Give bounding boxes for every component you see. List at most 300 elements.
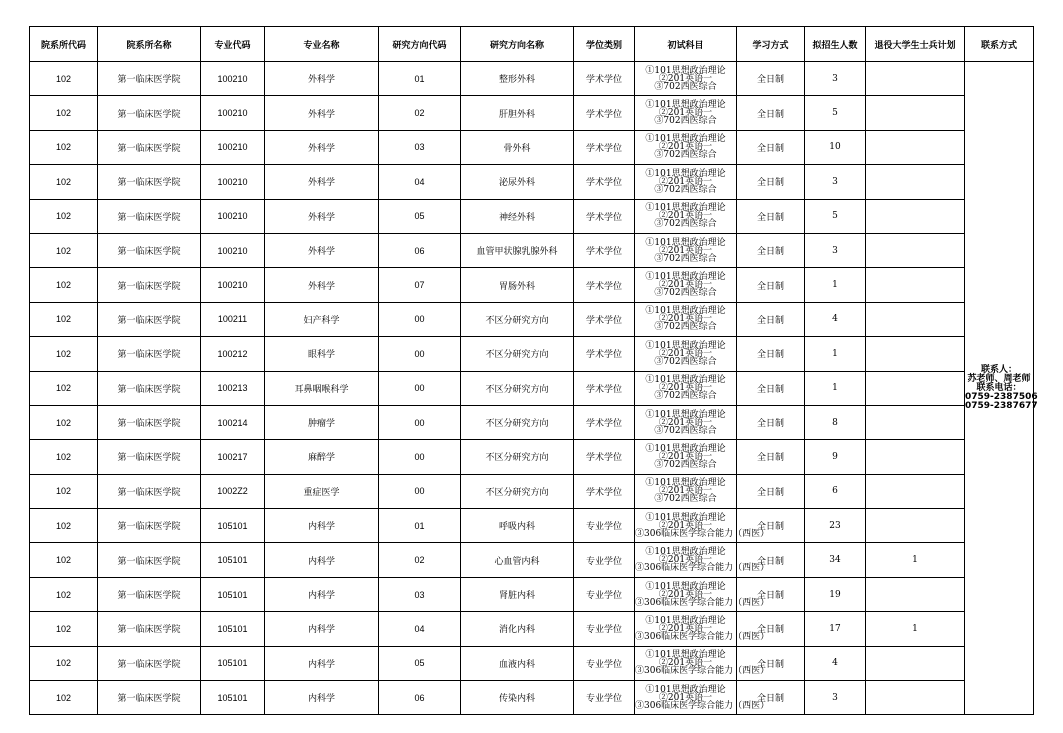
veteran-plan-cell	[866, 165, 965, 199]
dept-name-cell: 第一临床医学院	[98, 440, 201, 474]
exam-subject-line: ②201英语一	[658, 451, 713, 462]
dept-code-cell: 102	[30, 612, 98, 646]
table-row	[30, 165, 1034, 199]
study-mode-cell: 全日制	[737, 543, 805, 577]
quota-cell: 6	[805, 474, 866, 508]
exam-subject-line: ①101思想政治理论	[645, 65, 726, 76]
degree-type-cell: 学术学位	[574, 96, 635, 130]
exam-subjects-cell	[635, 371, 737, 405]
exam-subject-line: ③702西医综合	[654, 184, 717, 195]
exam-subject-line: ②201英语一	[658, 314, 713, 325]
study-mode-cell: 全日制	[737, 199, 805, 233]
dept-name-cell: 第一临床医学院	[98, 302, 201, 336]
veteran-plan-cell	[866, 199, 965, 233]
exam-subject-line: ①101思想政治理论	[645, 237, 726, 248]
quota-cell: 17	[805, 612, 866, 646]
major-code-cell: 100210	[201, 199, 265, 233]
dept-code-cell: 102	[30, 577, 98, 611]
dept-name-cell: 第一临床医学院	[98, 165, 201, 199]
table-row	[30, 681, 1034, 715]
major-code-cell: 100210	[201, 130, 265, 164]
major-name-cell: 外科学	[265, 233, 379, 267]
table-row	[30, 474, 1034, 508]
veteran-plan-cell	[866, 96, 965, 130]
veteran-plan-cell	[866, 646, 965, 680]
degree-type-cell: 专业学位	[574, 543, 635, 577]
exam-subject-line: ①101思想政治理论	[645, 650, 726, 661]
direction-code-cell: 03	[379, 130, 461, 164]
exam-subject-line: ②201英语一	[658, 417, 713, 428]
exam-subject-line: ③702西医综合	[654, 253, 717, 264]
major-name-cell: 麻醉学	[265, 440, 379, 474]
direction-code-cell: 00	[379, 474, 461, 508]
direction-name-cell: 不区分研究方向	[461, 474, 574, 508]
major-code-cell: 100211	[201, 302, 265, 336]
direction-name-cell: 呼吸内科	[461, 509, 574, 543]
degree-type-cell: 专业学位	[574, 509, 635, 543]
degree-type-cell: 学术学位	[574, 371, 635, 405]
dept-code-cell: 102	[30, 509, 98, 543]
direction-name-cell: 整形外科	[461, 62, 574, 96]
quota-cell: 9	[805, 440, 866, 474]
exam-subject-line: ③702西医综合	[654, 494, 717, 505]
major-name-cell: 耳鼻咽喉科学	[265, 371, 379, 405]
exam-subject-line: ①101思想政治理论	[645, 306, 726, 317]
major-name-cell: 外科学	[265, 130, 379, 164]
quota-cell: 10	[805, 130, 866, 164]
major-code-cell: 100210	[201, 165, 265, 199]
direction-name-cell: 肾脏内科	[461, 577, 574, 611]
study-mode-cell: 全日制	[737, 405, 805, 439]
dept-code-cell: 102	[30, 268, 98, 302]
column-header: 专业代码	[201, 27, 265, 62]
exam-subject-line: ②201英语一	[658, 658, 713, 669]
study-mode-cell: 全日制	[737, 440, 805, 474]
dept-name-cell: 第一临床医学院	[98, 543, 201, 577]
exam-subject-line: ②201英语一	[658, 692, 713, 703]
direction-code-cell: 04	[379, 612, 461, 646]
dept-name-cell: 第一临床医学院	[98, 199, 201, 233]
degree-type-cell: 专业学位	[574, 577, 635, 611]
exam-subject-line: ②201英语一	[658, 108, 713, 119]
major-code-cell: 100213	[201, 371, 265, 405]
dept-code-cell: 102	[30, 62, 98, 96]
quota-cell: 3	[805, 681, 866, 715]
exam-subject-line: ①101思想政治理论	[645, 272, 726, 283]
exam-subject-line: ①101思想政治理论	[645, 615, 726, 626]
exam-subjects-cell	[635, 302, 737, 336]
major-name-cell: 内科学	[265, 612, 379, 646]
study-mode-cell: 全日制	[737, 165, 805, 199]
veteran-plan-cell	[866, 130, 965, 164]
major-name-cell: 外科学	[265, 268, 379, 302]
study-mode-cell: 全日制	[737, 96, 805, 130]
exam-subjects-cell	[635, 165, 737, 199]
column-header: 研究方向名称	[461, 27, 574, 62]
dept-name-cell: 第一临床医学院	[98, 646, 201, 680]
direction-name-cell: 不区分研究方向	[461, 405, 574, 439]
column-header: 拟招生人数	[805, 27, 866, 62]
direction-code-cell: 02	[379, 96, 461, 130]
direction-code-cell: 02	[379, 543, 461, 577]
table-row	[30, 199, 1034, 233]
veteran-plan-cell	[866, 233, 965, 267]
table-row	[30, 405, 1034, 439]
direction-code-cell: 03	[379, 577, 461, 611]
major-code-cell: 1002Z2	[201, 474, 265, 508]
quota-cell: 34	[805, 543, 866, 577]
direction-code-cell: 00	[379, 371, 461, 405]
exam-subject-line: ③702西医综合	[654, 425, 717, 436]
contact-line: 联系电话：	[976, 382, 1022, 393]
exam-subject-line: ③702西医综合	[654, 150, 717, 161]
direction-name-cell: 消化内科	[461, 612, 574, 646]
exam-subjects-cell	[635, 130, 737, 164]
dept-code-cell: 102	[30, 130, 98, 164]
dept-name-cell: 第一临床医学院	[98, 612, 201, 646]
degree-type-cell: 学术学位	[574, 130, 635, 164]
exam-subject-line: ①101思想政治理论	[645, 478, 726, 489]
contact-cell	[965, 62, 1038, 715]
major-name-cell: 内科学	[265, 646, 379, 680]
dept-code-cell: 102	[30, 233, 98, 267]
dept-code-cell: 102	[30, 302, 98, 336]
major-code-cell: 100210	[201, 233, 265, 267]
direction-code-cell: 05	[379, 199, 461, 233]
exam-subject-line: ①101思想政治理论	[645, 100, 726, 111]
major-code-cell: 105101	[201, 543, 265, 577]
exam-subject-line: ②201英语一	[658, 280, 713, 291]
table-body	[30, 62, 1038, 715]
quota-cell: 1	[805, 268, 866, 302]
veteran-plan-cell	[866, 62, 965, 96]
direction-code-cell: 06	[379, 233, 461, 267]
exam-subject-line: ③702西医综合	[654, 322, 717, 333]
degree-type-cell: 学术学位	[574, 268, 635, 302]
exam-subject-line: ①101思想政治理论	[645, 134, 726, 145]
column-header: 学位类别	[574, 27, 635, 62]
degree-type-cell: 学术学位	[574, 199, 635, 233]
major-code-cell: 100214	[201, 405, 265, 439]
direction-name-cell: 不区分研究方向	[461, 371, 574, 405]
study-mode-cell: 全日制	[737, 577, 805, 611]
major-code-cell: 105101	[201, 577, 265, 611]
exam-subject-line: ①101思想政治理论	[645, 581, 726, 592]
exam-subject-line: ③306临床医学综合能力（西医）	[635, 700, 770, 711]
exam-subject-line: ①101思想政治理论	[645, 443, 726, 454]
major-name-cell: 妇产科学	[265, 302, 379, 336]
dept-code-cell: 102	[30, 474, 98, 508]
major-name-cell: 肿瘤学	[265, 405, 379, 439]
direction-code-cell: 00	[379, 405, 461, 439]
exam-subject-line: ③306临床医学综合能力（西医）	[635, 528, 770, 539]
table-row	[30, 612, 1034, 646]
table-row	[30, 543, 1034, 577]
degree-type-cell: 专业学位	[574, 681, 635, 715]
exam-subject-line: ③306临床医学综合能力（西医）	[635, 563, 770, 574]
exam-subject-line: ②201英语一	[658, 383, 713, 394]
dept-code-cell: 102	[30, 371, 98, 405]
direction-name-cell: 肝胆外科	[461, 96, 574, 130]
study-mode-cell: 全日制	[737, 371, 805, 405]
dept-name-cell: 第一临床医学院	[98, 577, 201, 611]
exam-subject-line: ③306临床医学综合能力（西医）	[635, 631, 770, 642]
table-row	[30, 130, 1034, 164]
contact-line: 苏老师、周老师	[967, 373, 1031, 384]
dept-code-cell: 102	[30, 96, 98, 130]
degree-type-cell: 学术学位	[574, 233, 635, 267]
direction-name-cell: 骨外科	[461, 130, 574, 164]
study-mode-cell: 全日制	[737, 681, 805, 715]
table-row	[30, 646, 1034, 680]
veteran-plan-cell	[866, 440, 965, 474]
study-mode-cell: 全日制	[737, 233, 805, 267]
table-row	[30, 96, 1034, 130]
contact-line: 0759-2387677	[965, 400, 1038, 411]
column-header: 学习方式	[737, 27, 805, 62]
direction-code-cell: 06	[379, 681, 461, 715]
direction-code-cell: 05	[379, 646, 461, 680]
exam-subject-line: ②201英语一	[658, 623, 713, 634]
direction-name-cell: 不区分研究方向	[461, 337, 574, 371]
quota-cell: 8	[805, 405, 866, 439]
veteran-plan-cell	[866, 337, 965, 371]
dept-name-cell: 第一临床医学院	[98, 62, 201, 96]
dept-name-cell: 第一临床医学院	[98, 337, 201, 371]
dept-name-cell: 第一临床医学院	[98, 96, 201, 130]
study-mode-cell: 全日制	[737, 612, 805, 646]
dept-name-cell: 第一临床医学院	[98, 371, 201, 405]
major-code-cell: 105101	[201, 681, 265, 715]
exam-subjects-cell	[635, 337, 737, 371]
exam-subject-line: ②201英语一	[658, 589, 713, 600]
exam-subject-line: ③702西医综合	[654, 116, 717, 127]
major-name-cell: 眼科学	[265, 337, 379, 371]
study-mode-cell: 全日制	[737, 337, 805, 371]
column-header: 研究方向代码	[379, 27, 461, 62]
exam-subject-line: ①101思想政治理论	[645, 547, 726, 558]
column-header: 专业名称	[265, 27, 379, 62]
major-code-cell: 100212	[201, 337, 265, 371]
study-mode-cell: 全日制	[737, 62, 805, 96]
direction-code-cell: 01	[379, 509, 461, 543]
column-header: 联系方式	[965, 27, 1034, 62]
table-row	[30, 302, 1034, 336]
exam-subject-line: ①101思想政治理论	[645, 168, 726, 179]
column-header: 初试科目	[635, 27, 737, 62]
major-name-cell: 重症医学	[265, 474, 379, 508]
exam-subject-line: ①101思想政治理论	[645, 409, 726, 420]
veteran-plan-cell	[866, 577, 965, 611]
quota-cell: 3	[805, 233, 866, 267]
column-header: 退役大学生士兵计划	[866, 27, 965, 62]
veteran-plan-cell	[866, 302, 965, 336]
dept-code-cell: 102	[30, 165, 98, 199]
direction-code-cell: 00	[379, 337, 461, 371]
direction-code-cell: 01	[379, 62, 461, 96]
exam-subject-line: ②201英语一	[658, 211, 713, 222]
dept-name-cell: 第一临床医学院	[98, 509, 201, 543]
exam-subjects-cell	[635, 440, 737, 474]
table-row	[30, 509, 1034, 543]
exam-subject-line: ①101思想政治理论	[645, 684, 726, 695]
exam-subject-line: ②201英语一	[658, 520, 713, 531]
exam-subject-line: ②201英语一	[658, 348, 713, 359]
exam-subject-line: ②201英语一	[658, 245, 713, 256]
dept-code-cell: 102	[30, 646, 98, 680]
major-name-cell: 外科学	[265, 199, 379, 233]
direction-code-cell: 04	[379, 165, 461, 199]
major-code-cell: 100217	[201, 440, 265, 474]
table-row	[30, 577, 1034, 611]
study-mode-cell: 全日制	[737, 268, 805, 302]
direction-name-cell: 胃肠外科	[461, 268, 574, 302]
exam-subject-line: ③702西医综合	[654, 391, 717, 402]
exam-subject-line: ②201英语一	[658, 555, 713, 566]
exam-subject-line: ①101思想政治理论	[645, 375, 726, 386]
exam-subject-line: ③306临床医学综合能力（西医）	[635, 666, 770, 677]
study-mode-cell: 全日制	[737, 646, 805, 680]
major-name-cell: 内科学	[265, 543, 379, 577]
quota-cell: 3	[805, 165, 866, 199]
direction-name-cell: 心血管内科	[461, 543, 574, 577]
exam-subject-line: ③702西医综合	[654, 459, 717, 470]
dept-code-cell: 102	[30, 440, 98, 474]
exam-subject-line: ③702西医综合	[654, 81, 717, 92]
dept-name-cell: 第一临床医学院	[98, 233, 201, 267]
quota-cell: 5	[805, 96, 866, 130]
degree-type-cell: 学术学位	[574, 62, 635, 96]
study-mode-cell: 全日制	[737, 474, 805, 508]
exam-subject-line: ③702西医综合	[654, 219, 717, 230]
major-name-cell: 内科学	[265, 577, 379, 611]
dept-name-cell: 第一临床医学院	[98, 130, 201, 164]
exam-subject-line: ②201英语一	[658, 73, 713, 84]
major-code-cell: 105101	[201, 612, 265, 646]
table-row	[30, 268, 1034, 302]
study-mode-cell: 全日制	[737, 509, 805, 543]
dept-name-cell: 第一临床医学院	[98, 681, 201, 715]
exam-subject-line: ①101思想政治理论	[645, 512, 726, 523]
exam-subjects-cell	[635, 474, 737, 508]
exam-subject-line: ③306临床医学综合能力（西医）	[635, 597, 770, 608]
degree-type-cell: 学术学位	[574, 302, 635, 336]
veteran-plan-cell	[866, 681, 965, 715]
dept-name-cell: 第一临床医学院	[98, 268, 201, 302]
exam-subjects-cell	[635, 199, 737, 233]
exam-subject-line: ③702西医综合	[654, 288, 717, 299]
veteran-plan-cell	[866, 371, 965, 405]
exam-subject-line: ③702西医综合	[654, 356, 717, 367]
exam-subjects-cell	[635, 62, 737, 96]
major-name-cell: 内科学	[265, 681, 379, 715]
quota-cell: 1	[805, 337, 866, 371]
dept-code-cell: 102	[30, 681, 98, 715]
table-row	[30, 233, 1034, 267]
exam-subject-line: ①101思想政治理论	[645, 340, 726, 351]
direction-code-cell: 00	[379, 440, 461, 474]
dept-code-cell: 102	[30, 405, 98, 439]
quota-cell: 3	[805, 62, 866, 96]
column-header: 院系所代码	[30, 27, 98, 62]
dept-code-cell: 102	[30, 543, 98, 577]
admissions-table	[29, 26, 1038, 715]
exam-subject-line: ②201英语一	[658, 142, 713, 153]
table-row	[30, 337, 1034, 371]
dept-code-cell: 102	[30, 337, 98, 371]
quota-cell: 4	[805, 646, 866, 680]
direction-name-cell: 泌尿外科	[461, 165, 574, 199]
exam-subjects-cell	[635, 405, 737, 439]
major-code-cell: 100210	[201, 268, 265, 302]
exam-subject-line: ②201英语一	[658, 176, 713, 187]
study-mode-cell: 全日制	[737, 130, 805, 164]
exam-subjects-cell	[635, 96, 737, 130]
study-mode-cell: 全日制	[737, 302, 805, 336]
quota-cell: 5	[805, 199, 866, 233]
direction-name-cell: 神经外科	[461, 199, 574, 233]
direction-name-cell: 血液内科	[461, 646, 574, 680]
direction-code-cell: 07	[379, 268, 461, 302]
exam-subjects-cell	[635, 233, 737, 267]
table-row	[30, 371, 1034, 405]
major-name-cell: 外科学	[265, 165, 379, 199]
direction-name-cell: 不区分研究方向	[461, 302, 574, 336]
veteran-plan-cell: 1	[866, 612, 965, 646]
major-code-cell: 100210	[201, 62, 265, 96]
major-code-cell: 105101	[201, 509, 265, 543]
quota-cell: 1	[805, 371, 866, 405]
veteran-plan-cell	[866, 405, 965, 439]
veteran-plan-cell: 1	[866, 543, 965, 577]
degree-type-cell: 学术学位	[574, 474, 635, 508]
quota-cell: 19	[805, 577, 866, 611]
quota-cell: 23	[805, 509, 866, 543]
column-header: 院系所名称	[98, 27, 201, 62]
veteran-plan-cell	[866, 509, 965, 543]
major-name-cell: 外科学	[265, 96, 379, 130]
veteran-plan-cell	[866, 268, 965, 302]
dept-name-cell: 第一临床医学院	[98, 405, 201, 439]
major-code-cell: 100210	[201, 96, 265, 130]
dept-code-cell: 102	[30, 199, 98, 233]
veteran-plan-cell	[866, 474, 965, 508]
degree-type-cell: 学术学位	[574, 440, 635, 474]
direction-name-cell: 传染内科	[461, 681, 574, 715]
degree-type-cell: 学术学位	[574, 337, 635, 371]
contact-line: 联系人：	[980, 364, 1017, 375]
direction-name-cell: 血管甲状腺乳腺外科	[461, 233, 574, 267]
header-row	[30, 27, 1034, 62]
table-row	[30, 440, 1034, 474]
exam-subjects-cell	[635, 268, 737, 302]
degree-type-cell: 学术学位	[574, 405, 635, 439]
exam-subject-line: ②201英语一	[658, 486, 713, 497]
degree-type-cell: 专业学位	[574, 612, 635, 646]
exam-subject-line: ①101思想政治理论	[645, 203, 726, 214]
major-name-cell: 外科学	[265, 62, 379, 96]
contact-line: 0759-2387506	[965, 391, 1038, 402]
direction-code-cell: 00	[379, 302, 461, 336]
direction-name-cell: 不区分研究方向	[461, 440, 574, 474]
degree-type-cell: 学术学位	[574, 165, 635, 199]
dept-name-cell: 第一临床医学院	[98, 474, 201, 508]
major-name-cell: 内科学	[265, 509, 379, 543]
degree-type-cell: 专业学位	[574, 646, 635, 680]
table-row	[30, 62, 1034, 96]
major-code-cell: 105101	[201, 646, 265, 680]
quota-cell: 4	[805, 302, 866, 336]
